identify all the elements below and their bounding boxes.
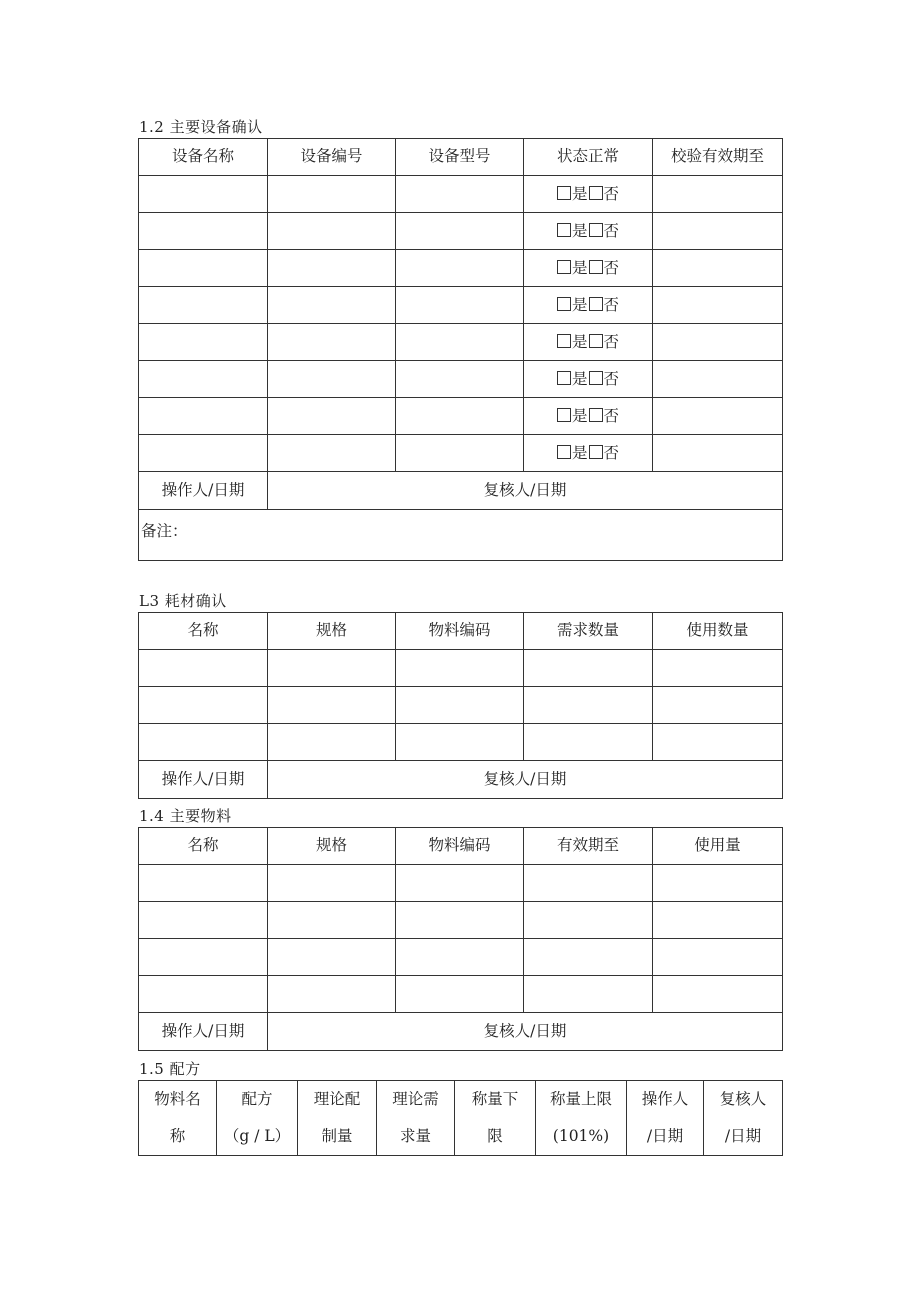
entry-cell[interactable] — [139, 250, 268, 287]
entry-cell[interactable] — [139, 724, 268, 761]
entry-cell[interactable] — [268, 361, 396, 398]
no-checkbox[interactable] — [589, 297, 603, 311]
entry-cell[interactable] — [139, 213, 268, 250]
header-reviewer-date: 复核人 /日期 — [704, 1081, 783, 1156]
entry-cell[interactable] — [268, 939, 396, 976]
table-row — [139, 865, 783, 902]
yes-label: 是 — [571, 443, 588, 462]
remark-label: 备注： — [141, 522, 188, 540]
entry-cell[interactable] — [139, 361, 268, 398]
status-cell — [524, 176, 653, 213]
entry-cell[interactable] — [268, 687, 396, 724]
entry-cell[interactable] — [396, 687, 524, 724]
entry-cell[interactable] — [396, 976, 524, 1013]
entry-cell[interactable] — [396, 213, 524, 250]
entry-cell[interactable] — [653, 435, 783, 472]
header-used-qty: 使用数量 — [653, 613, 783, 650]
entry-cell[interactable] — [653, 687, 783, 724]
operator-date-label: 操作人/日期 — [139, 1013, 268, 1051]
header-theoretical-required-qty: 理论需 求量 — [377, 1081, 455, 1156]
entry-cell[interactable] — [139, 902, 268, 939]
entry-cell[interactable] — [268, 398, 396, 435]
formula-table — [138, 1080, 783, 1156]
entry-cell[interactable] — [396, 176, 524, 213]
status-cell — [524, 287, 653, 324]
entry-cell[interactable] — [268, 650, 396, 687]
entry-cell[interactable] — [268, 865, 396, 902]
header-valid-until: 有效期至 — [524, 828, 653, 865]
yes-label: 是 — [571, 184, 588, 203]
yes-label: 是 — [571, 221, 588, 240]
status-cell — [524, 435, 653, 472]
entry-cell[interactable] — [653, 213, 783, 250]
entry-cell[interactable] — [396, 287, 524, 324]
signature-row — [139, 1013, 783, 1051]
no-checkbox[interactable] — [589, 445, 603, 459]
no-label: 否 — [603, 221, 620, 240]
header-status-normal: 状态正常 — [524, 139, 653, 176]
status-cell — [524, 324, 653, 361]
entry-cell[interactable] — [268, 435, 396, 472]
yes-checkbox[interactable] — [557, 223, 571, 237]
header-equipment-number: 设备编号 — [268, 139, 396, 176]
entry-cell[interactable] — [653, 250, 783, 287]
entry-cell[interactable] — [524, 865, 653, 902]
reviewer-date-label: 复核人/日期 — [268, 472, 783, 510]
no-checkbox[interactable] — [589, 186, 603, 200]
signature-row — [139, 761, 783, 799]
entry-cell[interactable] — [396, 724, 524, 761]
header-operator-date: 操作人 /日期 — [627, 1081, 704, 1156]
entry-cell[interactable] — [524, 902, 653, 939]
yes-label: 是 — [571, 332, 588, 351]
entry-cell[interactable] — [396, 650, 524, 687]
entry-cell[interactable] — [524, 687, 653, 724]
entry-cell[interactable] — [653, 324, 783, 361]
entry-cell[interactable] — [396, 435, 524, 472]
materials-section-title: 1.4 主要物料 — [139, 807, 232, 825]
remark-field[interactable] — [139, 510, 783, 561]
entry-cell[interactable] — [396, 902, 524, 939]
no-label: 否 — [603, 369, 620, 388]
table-row — [139, 724, 783, 761]
table-row — [139, 435, 783, 472]
no-label: 否 — [603, 184, 620, 203]
entry-cell[interactable] — [396, 324, 524, 361]
entry-cell[interactable] — [396, 250, 524, 287]
header-material-name: 物料名 称 — [139, 1081, 217, 1156]
status-cell — [524, 213, 653, 250]
no-label: 否 — [603, 443, 620, 462]
table-row — [139, 250, 783, 287]
formula-section-title: 1.5 配方 — [139, 1060, 201, 1078]
table-row — [139, 976, 783, 1013]
entry-cell[interactable] — [139, 435, 268, 472]
entry-cell[interactable] — [524, 976, 653, 1013]
no-checkbox[interactable] — [589, 408, 603, 422]
entry-cell[interactable] — [268, 250, 396, 287]
header-theoretical-prep-qty: 理论配 制量 — [298, 1081, 377, 1156]
entry-cell[interactable] — [139, 650, 268, 687]
entry-cell[interactable] — [396, 939, 524, 976]
yes-checkbox[interactable] — [557, 334, 571, 348]
remark-row — [139, 510, 783, 561]
entry-cell[interactable] — [268, 213, 396, 250]
reviewer-date-label: 复核人/日期 — [268, 1013, 783, 1051]
entry-cell[interactable] — [524, 650, 653, 687]
entry-cell[interactable] — [139, 939, 268, 976]
entry-cell[interactable] — [139, 976, 268, 1013]
entry-cell[interactable] — [268, 724, 396, 761]
yes-checkbox[interactable] — [557, 408, 571, 422]
yes-checkbox[interactable] — [557, 186, 571, 200]
entry-cell[interactable] — [524, 724, 653, 761]
equipment-header-row — [139, 139, 783, 176]
header-equipment-model: 设备型号 — [396, 139, 524, 176]
header-name: 名称 — [139, 828, 268, 865]
yes-checkbox[interactable] — [557, 260, 571, 274]
table-row — [139, 324, 783, 361]
yes-checkbox[interactable] — [557, 371, 571, 385]
entry-cell[interactable] — [653, 976, 783, 1013]
header-name: 名称 — [139, 613, 268, 650]
header-formula: 配方 （g / L） — [217, 1081, 298, 1156]
table-row — [139, 398, 783, 435]
table-row — [139, 361, 783, 398]
entry-cell[interactable] — [653, 939, 783, 976]
entry-cell[interactable] — [653, 398, 783, 435]
status-cell — [524, 398, 653, 435]
yes-label: 是 — [571, 406, 588, 425]
consumables-header-row — [139, 613, 783, 650]
table-row — [139, 687, 783, 724]
no-label: 否 — [603, 295, 620, 314]
header-equipment-name: 设备名称 — [139, 139, 268, 176]
entry-cell[interactable] — [268, 176, 396, 213]
entry-cell[interactable] — [139, 324, 268, 361]
entry-cell[interactable] — [268, 287, 396, 324]
header-material-code: 物料编码 — [396, 828, 524, 865]
entry-cell[interactable] — [139, 865, 268, 902]
no-checkbox[interactable] — [589, 223, 603, 237]
entry-cell[interactable] — [268, 976, 396, 1013]
header-required-qty: 需求数量 — [524, 613, 653, 650]
entry-cell[interactable] — [653, 287, 783, 324]
entry-cell[interactable] — [268, 902, 396, 939]
entry-cell[interactable] — [653, 361, 783, 398]
signature-row — [139, 472, 783, 510]
entry-cell[interactable] — [396, 398, 524, 435]
no-checkbox[interactable] — [589, 371, 603, 385]
entry-cell[interactable] — [268, 324, 396, 361]
header-spec: 规格 — [268, 828, 396, 865]
header-calibration-valid-until: 校验有效期至 — [653, 139, 783, 176]
yes-label: 是 — [571, 258, 588, 277]
header-weigh-lower-limit: 称量下 限 — [455, 1081, 536, 1156]
no-label: 否 — [603, 332, 620, 351]
consumables-section-title: L3 耗材确认 — [139, 592, 227, 610]
header-weigh-upper-limit: 称量上限 (101%) — [536, 1081, 627, 1156]
entry-cell[interactable] — [653, 724, 783, 761]
yes-label: 是 — [571, 369, 588, 388]
entry-cell[interactable] — [653, 176, 783, 213]
entry-cell[interactable] — [653, 865, 783, 902]
table-row — [139, 902, 783, 939]
equipment-section-title: 1.2 主要设备确认 — [139, 118, 263, 136]
status-cell — [524, 361, 653, 398]
yes-checkbox[interactable] — [557, 297, 571, 311]
entry-cell[interactable] — [524, 939, 653, 976]
entry-cell[interactable] — [139, 176, 268, 213]
entry-cell[interactable] — [139, 287, 268, 324]
entry-cell[interactable] — [653, 902, 783, 939]
operator-date-label: 操作人/日期 — [139, 761, 268, 799]
reviewer-date-label: 复核人/日期 — [268, 761, 783, 799]
entry-cell[interactable] — [139, 687, 268, 724]
table-row — [139, 213, 783, 250]
entry-cell[interactable] — [139, 398, 268, 435]
table-row — [139, 176, 783, 213]
header-usage: 使用量 — [653, 828, 783, 865]
operator-date-label: 操作人/日期 — [139, 472, 268, 510]
table-row — [139, 650, 783, 687]
equipment-table — [138, 138, 783, 561]
yes-checkbox[interactable] — [557, 445, 571, 459]
no-label: 否 — [603, 258, 620, 277]
formula-header-row — [139, 1081, 783, 1156]
no-label: 否 — [603, 406, 620, 425]
status-cell — [524, 250, 653, 287]
no-checkbox[interactable] — [589, 260, 603, 274]
no-checkbox[interactable] — [589, 334, 603, 348]
entry-cell[interactable] — [396, 865, 524, 902]
consumables-table — [138, 612, 783, 799]
materials-table — [138, 827, 783, 1051]
header-spec: 规格 — [268, 613, 396, 650]
entry-cell[interactable] — [653, 650, 783, 687]
materials-header-row — [139, 828, 783, 865]
yes-label: 是 — [571, 295, 588, 314]
header-material-code: 物料编码 — [396, 613, 524, 650]
table-row — [139, 939, 783, 976]
entry-cell[interactable] — [396, 361, 524, 398]
table-row — [139, 287, 783, 324]
